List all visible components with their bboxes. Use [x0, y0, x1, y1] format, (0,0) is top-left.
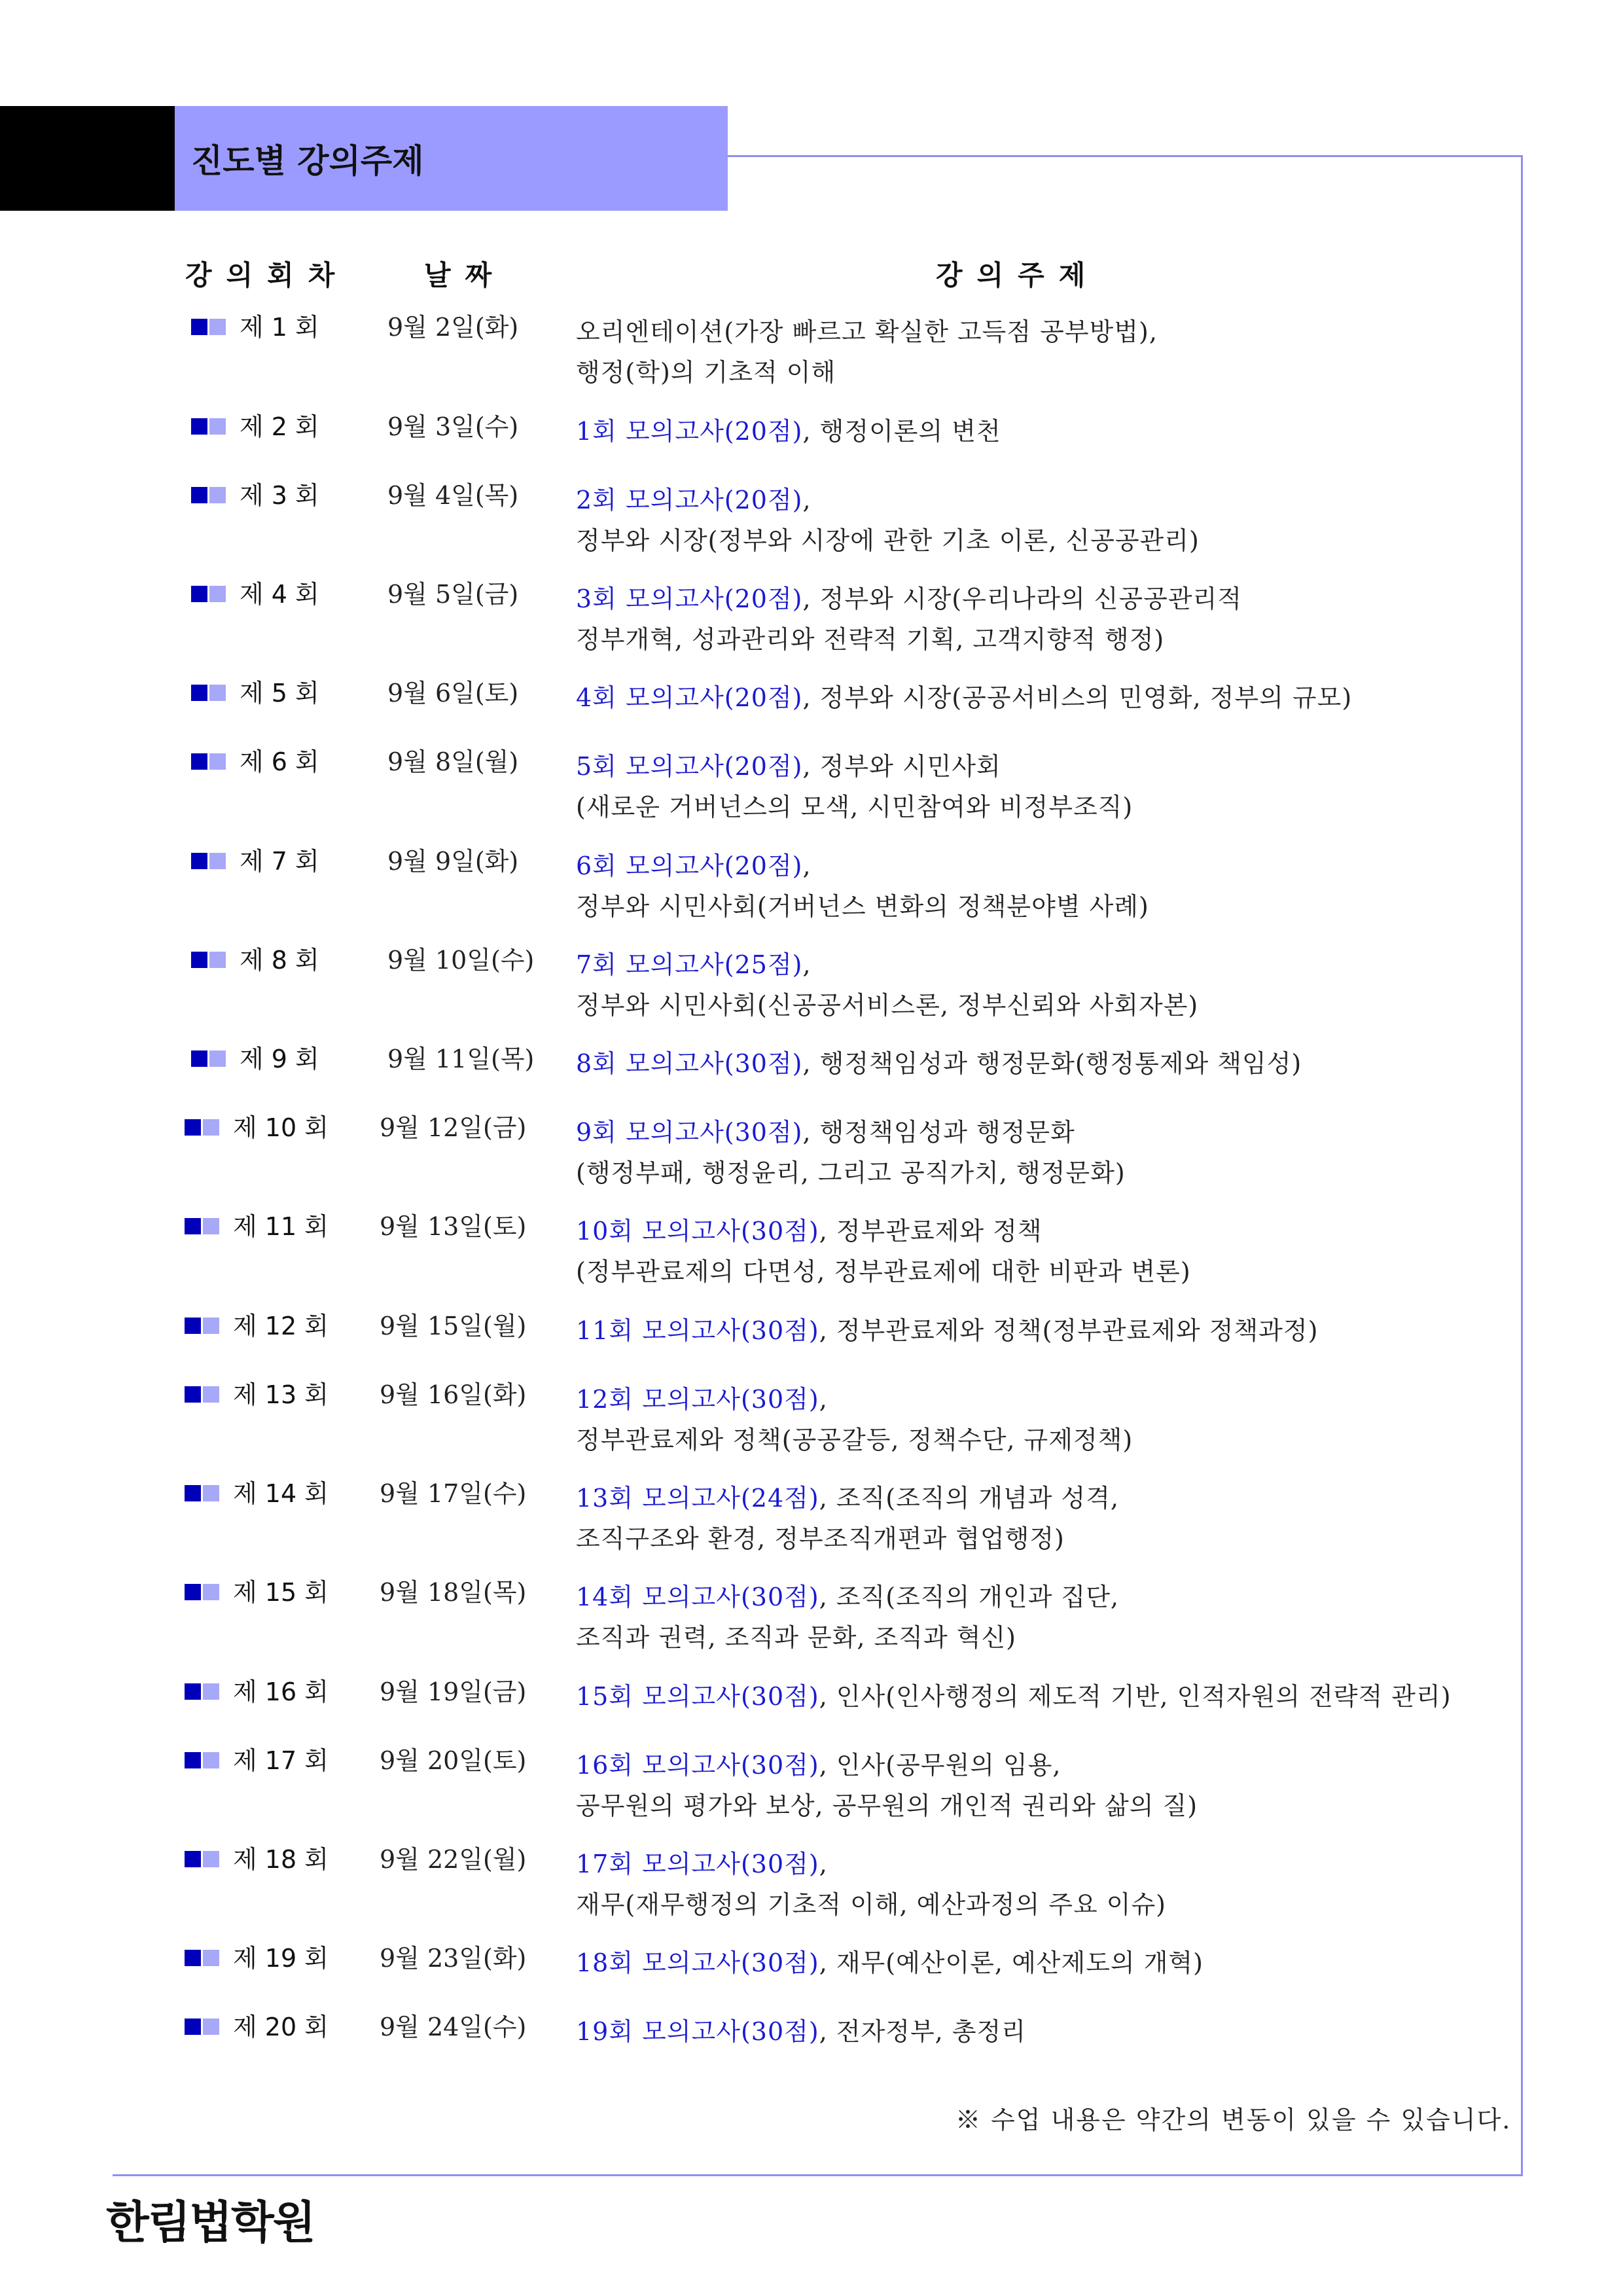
schedule-row — [0, 1577, 1505, 1668]
session-number: 제 15 회 — [233, 1578, 329, 1607]
session-number: 제 1 회 — [240, 313, 319, 342]
schedule-row — [0, 2011, 1505, 2103]
bullet-squares-icon — [191, 1050, 228, 1067]
session-topic — [576, 1310, 1318, 1351]
mock-exam-label: 8회 모의고사(30점) — [576, 1049, 803, 1078]
topic-line-1 — [576, 579, 1242, 619]
topic-line-1 — [576, 944, 1198, 985]
schedule-row — [0, 846, 1505, 937]
session-topic — [576, 579, 1242, 660]
topic-text: , — [802, 852, 812, 880]
topic-line-1 — [576, 1211, 1191, 1251]
session-date: 9월 18일(목) — [380, 1578, 527, 1607]
mock-exam-label: 10회 모의고사(30점) — [576, 1217, 819, 1246]
session-topic — [576, 677, 1352, 718]
topic-line-2: (새로운 거버넌스의 모색, 시민참여와 비정부조직) — [576, 793, 1133, 821]
topic-line-1 — [576, 1745, 1198, 1785]
session-number: 제 10 회 — [233, 1113, 329, 1142]
topic-text: , — [802, 486, 812, 514]
topic-line-2: 정부와 시민사회(거버넌스 변화의 정책분야별 사례) — [576, 892, 1149, 921]
topic-line-1 — [576, 1478, 1119, 1518]
session-topic — [576, 2011, 1026, 2052]
topic-text: , 전자정부, 총정리 — [819, 2017, 1026, 2046]
topic-line-1 — [576, 1379, 1133, 1420]
mock-exam-label: 14회 모의고사(30점) — [576, 1583, 819, 1611]
bullet-squares-icon — [185, 1851, 221, 1868]
schedule-row — [0, 1844, 1505, 1935]
mock-exam-label: 15회 모의고사(30점) — [576, 1682, 819, 1711]
session-topic — [576, 1943, 1204, 1983]
schedule-row — [0, 1379, 1505, 1471]
topic-line-1 — [576, 411, 1001, 452]
topic-text: , 재무(예산이론, 예산제도의 개혁) — [819, 1948, 1204, 1977]
topic-text: , — [819, 1850, 828, 1878]
session-topic — [576, 746, 1133, 827]
session-topic — [576, 1745, 1198, 1826]
mock-exam-label: 9회 모의고사(30점) — [576, 1118, 803, 1147]
topic-text: , 인사(공무원의 임용, — [819, 1751, 1061, 1780]
column-header-session: 강의회차 — [185, 259, 349, 291]
topic-line-2: 재무(재무행정의 기초적 이해, 예산과정의 주요 이슈) — [576, 1890, 1166, 1919]
session-date: 9월 12일(금) — [380, 1113, 527, 1142]
session-date: 9월 13일(토) — [380, 1212, 527, 1241]
topic-line-2: (정부관료제의 다면성, 정부관료제에 대한 비판과 변론) — [576, 1257, 1191, 1286]
frame-right-border — [1521, 155, 1523, 2176]
topic-text: , 정부와 시장(우리나라의 신공공관리적 — [802, 584, 1242, 613]
session-date: 9월 15일(월) — [380, 1312, 527, 1340]
mock-exam-label: 11회 모의고사(30점) — [576, 1316, 819, 1345]
session-date: 9월 11일(목) — [387, 1045, 535, 1073]
session-topic — [576, 1112, 1126, 1193]
session-number: 제 6 회 — [240, 747, 319, 776]
session-number: 제 13 회 — [233, 1380, 329, 1409]
topic-text: , — [802, 950, 812, 979]
topic-line-2: 행정(학)의 기초적 이해 — [576, 358, 836, 387]
column-header-date: 날짜 — [424, 259, 507, 291]
session-topic — [576, 1043, 1302, 1084]
session-date: 9월 10일(수) — [387, 946, 535, 975]
session-number: 제 5 회 — [240, 679, 319, 708]
topic-line-2: 공무원의 평가와 보상, 공무원의 개인적 권리와 삶의 질) — [576, 1791, 1198, 1820]
session-number: 제 9 회 — [240, 1045, 319, 1073]
session-number: 제 17 회 — [233, 1746, 329, 1775]
schedule-note: ※ 수업 내용은 약간의 변동이 있을 수 있습니다. — [955, 2106, 1512, 2134]
session-date: 9월 19일(금) — [380, 1677, 527, 1706]
session-date: 9월 5일(금) — [387, 580, 519, 609]
mock-exam-label: 7회 모의고사(25점) — [576, 950, 803, 979]
session-topic — [576, 1379, 1133, 1460]
header-black-tab — [0, 106, 175, 211]
mock-exam-label: 18회 모의고사(30점) — [576, 1948, 819, 1977]
topic-text: , 정부와 시장(공공서비스의 민영화, 정부의 규모) — [802, 683, 1353, 712]
bullet-squares-icon — [191, 586, 228, 603]
topic-line-2: 조직과 권력, 조직과 문화, 조직과 혁신) — [576, 1623, 1017, 1652]
frame-top-border — [728, 155, 1523, 157]
bullet-squares-icon — [185, 1318, 221, 1335]
frame-bottom-border — [113, 2174, 1523, 2176]
topic-line-2: 정부와 시장(정부와 시장에 관한 기초 이론, 신공공관리) — [576, 526, 1200, 555]
mock-exam-label: 4회 모의고사(20점) — [576, 683, 803, 712]
session-topic — [576, 1844, 1166, 1925]
column-header-topic: 강의주제 — [936, 259, 1100, 291]
academy-logo: 한림법학원 — [106, 2197, 315, 2249]
session-date: 9월 2일(화) — [387, 313, 519, 342]
topic-line-1 — [576, 2011, 1026, 2052]
schedule-row — [0, 1112, 1505, 1204]
topic-line-1 — [576, 312, 1158, 352]
bullet-squares-icon — [191, 319, 228, 336]
schedule-row — [0, 944, 1505, 1036]
topic-line-1 — [576, 1676, 1452, 1717]
session-date: 9월 17일(수) — [380, 1479, 527, 1508]
topic-text: , 정부와 시민사회 — [802, 752, 1001, 781]
session-date: 9월 3일(수) — [387, 412, 519, 441]
mock-exam-label: 6회 모의고사(20점) — [576, 852, 803, 880]
session-number: 제 11 회 — [233, 1212, 329, 1241]
session-topic — [576, 944, 1198, 1026]
topic-text: , 조직(조직의 개념과 성격, — [819, 1484, 1119, 1513]
topic-line-1 — [576, 1844, 1166, 1884]
session-date: 9월 23일(화) — [380, 1944, 527, 1973]
schedule-row — [0, 746, 1505, 838]
mock-exam-label: 17회 모의고사(30점) — [576, 1850, 819, 1878]
bullet-squares-icon — [191, 952, 228, 969]
session-number: 제 4 회 — [240, 580, 319, 609]
topic-text: , 행정이론의 변천 — [802, 417, 1001, 446]
bullet-squares-icon — [185, 1218, 221, 1235]
session-number: 제 20 회 — [233, 2013, 329, 2041]
topic-text: , 행정책임성과 행정문화(행정통제와 책임성) — [802, 1049, 1302, 1078]
topic-line-2: (행정부패, 행정윤리, 그리고 공직가치, 행정문화) — [576, 1158, 1126, 1187]
session-topic — [576, 480, 1200, 561]
schedule-row — [0, 480, 1505, 571]
session-number: 제 7 회 — [240, 847, 319, 876]
bullet-squares-icon — [191, 853, 228, 870]
topic-text: 오리엔테이션(가장 빠르고 확실한 고득점 공부방법), — [576, 317, 1158, 346]
session-topic — [576, 1478, 1119, 1559]
topic-line-1 — [576, 846, 1149, 886]
topic-line-2: 조직구조와 환경, 정부조직개편과 협업행정) — [576, 1524, 1065, 1553]
topic-line-2: 정부관료제와 정책(공공갈등, 정책수단, 규제정책) — [576, 1426, 1133, 1454]
bullet-squares-icon — [191, 685, 228, 702]
topic-text: , 인사(인사행정의 제도적 기반, 인적자원의 전략적 관리) — [819, 1682, 1452, 1711]
mock-exam-label: 12회 모의고사(30점) — [576, 1385, 819, 1414]
mock-exam-label: 3회 모의고사(20점) — [576, 584, 803, 613]
bullet-squares-icon — [191, 487, 228, 504]
session-topic — [576, 312, 1158, 393]
session-number: 제 8 회 — [240, 946, 319, 975]
mock-exam-label: 16회 모의고사(30점) — [576, 1751, 819, 1780]
bullet-squares-icon — [191, 418, 228, 435]
session-topic — [576, 846, 1149, 927]
session-date: 9월 9일(화) — [387, 847, 519, 876]
session-topic — [576, 1577, 1119, 1658]
topic-text: , 정부관료제와 정책(정부관료제와 정책과정) — [819, 1316, 1319, 1345]
bullet-squares-icon — [185, 1752, 221, 1769]
topic-text: , 정부관료제와 정책 — [819, 1217, 1043, 1246]
topic-line-2: 정부와 시민사회(신공공서비스론, 정부신뢰와 사회자본) — [576, 991, 1199, 1020]
session-number: 제 14 회 — [233, 1479, 329, 1508]
session-topic — [576, 1211, 1191, 1292]
session-number: 제 3 회 — [240, 481, 319, 510]
topic-line-1 — [576, 480, 1200, 520]
bullet-squares-icon — [185, 2018, 221, 2036]
topic-line-1 — [576, 1043, 1302, 1084]
mock-exam-label: 1회 모의고사(20점) — [576, 417, 803, 446]
session-date: 9월 16일(화) — [380, 1380, 527, 1409]
page-title: 진도별 강의주제 — [191, 142, 424, 180]
topic-line-1 — [576, 1310, 1318, 1351]
schedule-row — [0, 1745, 1505, 1837]
session-number: 제 18 회 — [233, 1845, 329, 1874]
session-date: 9월 4일(목) — [387, 481, 519, 510]
bullet-squares-icon — [185, 1119, 221, 1136]
session-date: 9월 8일(월) — [387, 747, 519, 776]
schedule-row — [0, 1211, 1505, 1302]
session-number: 제 2 회 — [240, 412, 319, 441]
topic-line-1 — [576, 1943, 1204, 1983]
bullet-squares-icon — [185, 1485, 221, 1502]
session-date: 9월 20일(토) — [380, 1746, 527, 1775]
mock-exam-label: 2회 모의고사(20점) — [576, 486, 803, 514]
mock-exam-label: 5회 모의고사(20점) — [576, 752, 803, 781]
session-topic — [576, 1676, 1452, 1717]
session-date: 9월 6일(토) — [387, 679, 519, 708]
bullet-squares-icon — [185, 1386, 221, 1403]
session-date: 9월 22일(월) — [380, 1845, 527, 1874]
topic-line-1 — [576, 677, 1352, 718]
schedule-row — [0, 579, 1505, 670]
session-date: 9월 24일(수) — [380, 2013, 527, 2041]
mock-exam-label: 19회 모의고사(30점) — [576, 2017, 819, 2046]
title-bar — [175, 106, 728, 211]
bullet-squares-icon — [185, 1584, 221, 1601]
topic-text: , 조직(조직의 개인과 집단, — [819, 1583, 1119, 1611]
session-number: 제 12 회 — [233, 1312, 329, 1340]
topic-line-1 — [576, 1577, 1119, 1617]
bullet-squares-icon — [191, 753, 228, 770]
mock-exam-label: 13회 모의고사(24점) — [576, 1484, 819, 1513]
topic-line-2: 정부개혁, 성과관리와 전략적 기획, 고객지향적 행정) — [576, 625, 1165, 654]
topic-line-1 — [576, 746, 1133, 787]
schedule-row — [0, 1478, 1505, 1570]
topic-text: , 행정책임성과 행정문화 — [802, 1118, 1075, 1147]
session-number: 제 16 회 — [233, 1677, 329, 1706]
topic-text: , — [819, 1385, 828, 1414]
session-number: 제 19 회 — [233, 1944, 329, 1973]
schedule-row — [0, 312, 1505, 403]
session-topic — [576, 411, 1001, 452]
bullet-squares-icon — [185, 1683, 221, 1700]
topic-line-1 — [576, 1112, 1126, 1153]
bullet-squares-icon — [185, 1950, 221, 1967]
